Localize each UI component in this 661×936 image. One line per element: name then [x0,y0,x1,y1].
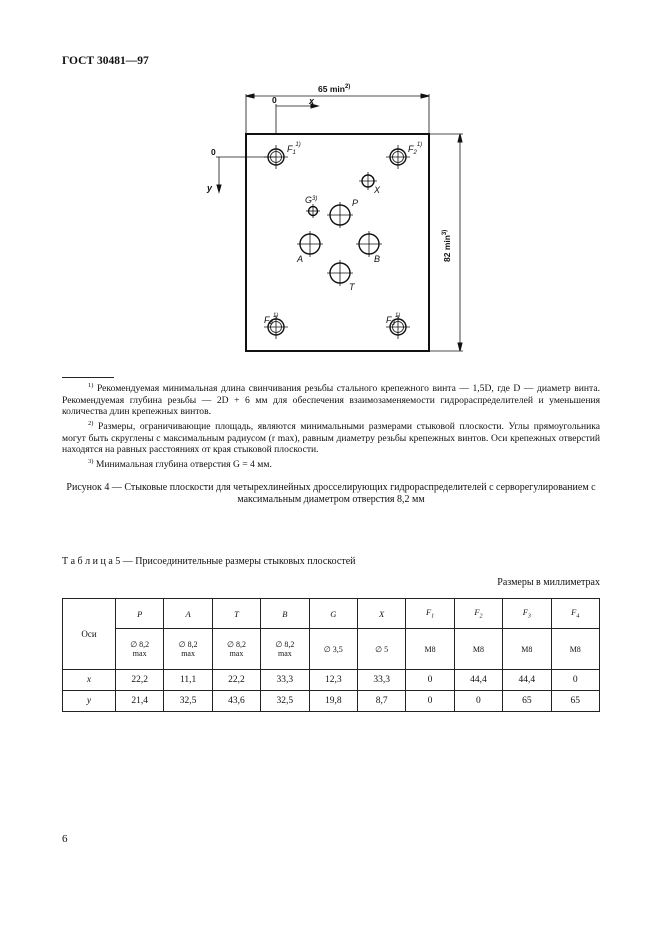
port-f2 [386,145,410,169]
column-header-0: P [116,599,164,629]
axis-cell: x [63,670,116,691]
value-cell: 0 [551,670,599,691]
footnote-3: $^{3)}$ Минимальная глубина отверстия G = 4 мм. [88,457,272,471]
table-row [63,670,600,691]
table-units: Размеры в миллиметрах [497,577,600,588]
column-diameter-7: M8 [454,629,502,670]
footnote-2: $^{2)}$ Размеры, ограничивающие площадь, являются минимальными размерами стыковой плоскости. Углы прямоугольника могут быть скруглены с максимальным радиусом (r max), равным диаметру резьбы крепежных винтов. Оси крепежных отверстий находятся на равных расстояниях от края стыковой плоскости. [62,419,600,456]
axis-cell: y [63,691,116,712]
column-diameter-5: ∅ 5 [357,629,405,670]
value-cell: 65 [551,691,599,712]
dimensions-table [62,598,600,712]
label-a: A [297,254,304,264]
column-header-8: $F_3$ [503,599,551,629]
label-f1: $F_1^{1)}$ [287,142,301,156]
label-g: $G^{3)}$ [305,195,318,205]
label-t: T [349,282,355,292]
column-diameter-4: ∅ 3,5 [309,629,357,670]
column-header-1: A [164,599,212,629]
value-cell: 44,4 [503,670,551,691]
column-header-5: X [357,599,405,629]
footnote-1: $^{1)}$ Рекомендуемая минимальная длина свинчивания резьбы стального крепежного винта — 1,5D, где D — диаметр винта. Рекомендуемая глубина резьбы — 2D + 6 мм для обеспечения взаимозаменяемости гидрораспределителей и уменьшения количества длин крепежных винтов. [62,382,600,418]
column-header-3: B [261,599,309,629]
label-b: B [374,254,381,264]
value-cell: 32,5 [261,691,309,712]
column-diameter-1: ∅ 8,2 max [164,629,212,670]
column-diameter-2: ∅ 8,2 max [212,629,260,670]
axes-header-cell: Оси [63,599,116,670]
value-cell: 32,5 [164,691,212,712]
origin-y-label: 0 [211,147,216,157]
port-g [306,204,320,218]
value-cell: 44,4 [454,670,502,691]
column-header-4: G [309,599,357,629]
value-cell: 43,6 [212,691,260,712]
width-label: 65 $\min^{2)}$ [318,84,351,94]
column-diameter-6: M8 [406,629,454,670]
value-cell: 0 [454,691,502,712]
value-cell: 22,2 [116,670,164,691]
port-p [327,202,353,228]
figure-caption: Рисунок 4 — Стыковые плоскости для четырехлинейных дросселирующих гидрораспределителей с серворегулированием с максимальным диаметром отверстия 8,2 мм [66,482,596,505]
table-title: Т а б л и ц а 5 — Присоединительные размеры стыковых плоскостей [62,556,356,567]
value-cell: 19,8 [309,691,357,712]
column-header-6: $F_1$ [406,599,454,629]
document-header: ГОСТ 30481—97 [62,55,149,67]
table-diameter-row [63,629,600,670]
mounting-surface-drawing [190,80,470,360]
label-p: P [352,198,359,208]
table-row [63,691,600,712]
column-diameter-9: M8 [551,629,599,670]
axis-y-label: y [207,183,213,193]
column-header-2: T [212,599,260,629]
column-diameter-3: ∅ 8,2 max [261,629,309,670]
table-header-row [63,599,600,629]
value-cell: 12,3 [309,670,357,691]
label-f3: $F_3^{1)}$ [386,313,401,327]
footnote-rule [62,377,114,378]
value-cell: 65 [503,691,551,712]
value-cell: 21,4 [116,691,164,712]
value-cell: 33,3 [261,670,309,691]
port-f1 [264,145,288,169]
axis-x-label: x [309,96,315,106]
footnotes [62,380,600,471]
value-cell: 0 [406,670,454,691]
value-cell: 22,2 [212,670,260,691]
value-cell: 33,3 [357,670,405,691]
value-cell: 0 [406,691,454,712]
label-x: X [374,185,381,195]
height-label: 82 $\min^{3)}$ [442,229,452,262]
origin-x-label: 0 [272,95,277,105]
page-number: 6 [62,833,68,845]
column-diameter-8: M8 [503,629,551,670]
column-diameter-0: ∅ 8,2 max [116,629,164,670]
column-header-9: $F_4$ [551,599,599,629]
label-f4: $F_4^{1)}$ [264,313,279,327]
value-cell: 11,1 [164,670,212,691]
column-header-7: $F_2$ [454,599,502,629]
label-f2: $F_2^{1)}$ [408,142,423,156]
value-cell: 8,7 [357,691,405,712]
